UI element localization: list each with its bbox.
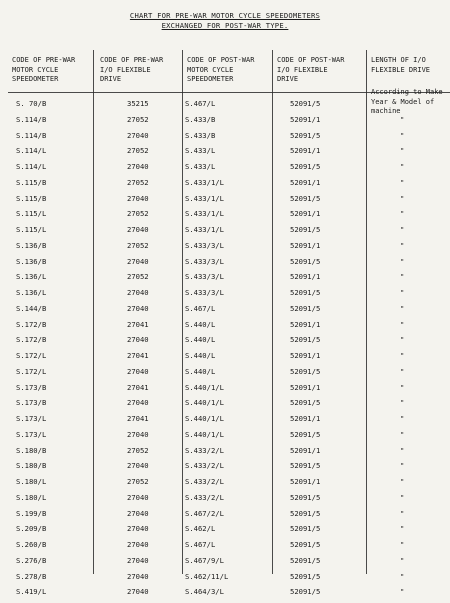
post-war-drive-cell: 52091/5 (290, 335, 321, 345)
pre-war-drive-cell: 27040 (127, 225, 149, 234)
pre-war-drive-cell: 35215 (127, 99, 149, 108)
post-war-drive-cell: 52091/5 (290, 508, 321, 518)
post-war-drive-cell: 52091/5 (290, 288, 321, 297)
post-war-speedometer-cell: S.433/1/L (185, 225, 224, 234)
pre-war-drive-cell: 27052 (127, 146, 149, 156)
pre-war-speedometer-cell: S.172/L (16, 366, 47, 376)
post-war-speedometer-cell: S.467/L (185, 99, 216, 108)
post-war-speedometer-cell: S.433/B (185, 114, 216, 124)
pre-war-drive-cell: 27041 (127, 319, 149, 329)
post-war-speedometer-cell: S.440/L (185, 351, 216, 360)
pre-war-drive-cell: 27040 (127, 130, 149, 140)
pre-war-drive-cell: 27040 (127, 193, 149, 203)
post-war-speedometer-cell: S.440/L (185, 335, 216, 345)
pre-war-speedometer-cell: S. 70/B (16, 99, 47, 108)
pre-war-speedometer-cell: S.180/L (16, 477, 47, 486)
pre-war-speedometer-cell: S.115/L (16, 209, 47, 219)
post-war-drive-cell: 52091/5 (290, 587, 321, 597)
drive-length-cell: " (400, 335, 405, 345)
pre-war-speedometer-cell: S.173/L (16, 429, 47, 439)
post-war-speedometer-cell: S.440/1/L (185, 382, 224, 392)
post-war-drive-cell: 52091/5 (290, 492, 321, 502)
pre-war-drive-cell: 27040 (127, 508, 149, 518)
pre-war-drive-cell: 27052 (127, 240, 149, 250)
post-war-drive-cell: 52091/5 (290, 398, 321, 408)
pre-war-drive-cell: 27041 (127, 351, 149, 360)
drive-length-cell: " (400, 256, 405, 266)
header-pre-war-speedometer: CODE OF PRE-WAR MOTOR CYCLE SPEEDOMETER (12, 56, 76, 83)
pre-war-drive-cell: 27041 (127, 414, 149, 423)
header-post-war-drive: CODE OF POST-WAR I/O FLEXIBLE DRIVE (277, 56, 345, 83)
drive-length-cell: " (400, 225, 405, 234)
post-war-drive-cell: 52091/1 (290, 445, 321, 455)
pre-war-drive-cell: 27052 (127, 114, 149, 124)
post-war-speedometer-cell: S.440/1/L (185, 414, 224, 423)
drive-length-cell: " (400, 288, 405, 297)
pre-war-speedometer-cell: S.260/B (16, 540, 47, 549)
pre-war-drive-cell: 27040 (127, 162, 149, 171)
drive-length-cell: " (400, 508, 405, 518)
post-war-drive-cell: 52091/5 (290, 303, 321, 313)
drive-length-cell: " (400, 319, 405, 329)
drive-length-cell: " (400, 429, 405, 439)
post-war-speedometer-cell: S.467/9/L (185, 555, 224, 565)
drive-length-cell: " (400, 445, 405, 455)
post-war-drive-cell: 52091/5 (290, 540, 321, 549)
pre-war-drive-cell: 27040 (127, 461, 149, 471)
pre-war-drive-cell: 27040 (127, 524, 149, 534)
pre-war-drive-cell: 27040 (127, 335, 149, 345)
pre-war-drive-cell: 27041 (127, 382, 149, 392)
pre-war-drive-cell: 27040 (127, 540, 149, 549)
pre-war-drive-cell: 27040 (127, 429, 149, 439)
post-war-speedometer-cell: S.462/L (185, 524, 216, 534)
post-war-drive-cell: 52091/1 (290, 272, 321, 282)
post-war-drive-cell: 52091/1 (290, 114, 321, 124)
speedometer-table (0, 50, 450, 597)
post-war-speedometer-cell: S.440/L (185, 366, 216, 376)
post-war-speedometer-cell: S.433/2/L (185, 477, 224, 486)
post-war-drive-cell: 52091/5 (290, 524, 321, 534)
post-war-speedometer-cell: S.433/2/L (185, 445, 224, 455)
chart-subtitle: EXCHANGED FOR POST-WAR TYPE. (161, 21, 289, 30)
post-war-drive-cell: 52091/5 (290, 429, 321, 439)
pre-war-speedometer-cell: S.172/B (16, 335, 47, 345)
post-war-drive-cell: 52091/5 (290, 130, 321, 140)
post-war-speedometer-cell: S.467/2/L (185, 508, 224, 518)
pre-war-speedometer-cell: S.115/B (16, 177, 47, 187)
pre-war-drive-cell: 27052 (127, 177, 149, 187)
post-war-speedometer-cell: S.467/L (185, 303, 216, 313)
drive-length-cell: " (400, 555, 405, 565)
post-war-drive-cell: 52091/1 (290, 240, 321, 250)
post-war-drive-cell: 52091/1 (290, 414, 321, 423)
drive-length-cell: " (400, 303, 405, 313)
post-war-speedometer-cell: S.433/1/L (185, 209, 224, 219)
pre-war-drive-cell: 27052 (127, 272, 149, 282)
drive-length-cell: " (400, 461, 405, 471)
pre-war-drive-cell: 27052 (127, 209, 149, 219)
drive-length-cell: " (400, 272, 405, 282)
post-war-drive-cell: 52091/5 (290, 193, 321, 203)
pre-war-drive-cell: 27040 (127, 555, 149, 565)
post-war-drive-cell: 52091/5 (290, 555, 321, 565)
drive-length-cell: " (400, 587, 405, 597)
post-war-drive-cell: 52091/5 (290, 256, 321, 266)
post-war-drive-cell: 52091/1 (290, 146, 321, 156)
post-war-speedometer-cell: S.433/3/L (185, 256, 224, 266)
pre-war-drive-cell: 27040 (127, 288, 149, 297)
drive-length-cell: " (400, 414, 405, 423)
pre-war-speedometer-cell: S.144/B (16, 303, 47, 313)
pre-war-speedometer-cell: S.136/B (16, 256, 47, 266)
post-war-speedometer-cell: S.433/B (185, 130, 216, 140)
table-row (0, 585, 450, 603)
pre-war-speedometer-cell: S.114/L (16, 162, 47, 171)
drive-length-cell: " (400, 524, 405, 534)
pre-war-speedometer-cell: S.136/B (16, 240, 47, 250)
drive-length-cell: " (400, 382, 405, 392)
post-war-drive-cell: 52091/1 (290, 351, 321, 360)
post-war-speedometer-cell: S.433/2/L (185, 492, 224, 502)
post-war-drive-cell: 52091/5 (290, 366, 321, 376)
post-war-drive-cell: 52091/5 (290, 162, 321, 171)
post-war-speedometer-cell: S.462/11/L (185, 571, 229, 581)
drive-length-cell: " (400, 146, 405, 156)
pre-war-speedometer-cell: S.180/L (16, 492, 47, 502)
pre-war-speedometer-cell: S.114/L (16, 146, 47, 156)
pre-war-speedometer-cell: S.173/L (16, 414, 47, 423)
post-war-speedometer-cell: S.440/1/L (185, 398, 224, 408)
pre-war-speedometer-cell: S.136/L (16, 288, 47, 297)
pre-war-speedometer-cell: S.115/L (16, 225, 47, 234)
post-war-speedometer-cell: S.440/1/L (185, 429, 224, 439)
post-war-drive-cell: 52091/1 (290, 319, 321, 329)
drive-length-cell: " (400, 477, 405, 486)
drive-length-cell: " (400, 114, 405, 124)
post-war-drive-cell: 52091/5 (290, 225, 321, 234)
pre-war-drive-cell: 27052 (127, 445, 149, 455)
pre-war-drive-cell: 27040 (127, 587, 149, 597)
drive-length-cell: " (400, 351, 405, 360)
pre-war-speedometer-cell: S.209/B (16, 524, 47, 534)
pre-war-speedometer-cell: S.276/B (16, 555, 47, 565)
post-war-speedometer-cell: S.464/3/L (185, 587, 224, 597)
pre-war-speedometer-cell: S.180/B (16, 461, 47, 471)
post-war-speedometer-cell: S.440/L (185, 319, 216, 329)
pre-war-drive-cell: 27040 (127, 492, 149, 502)
post-war-speedometer-cell: S.433/2/L (185, 461, 224, 471)
header-post-war-speedometer: CODE OF POST-WAR MOTOR CYCLE SPEEDOMETER (187, 56, 255, 83)
drive-length-cell: " (400, 209, 405, 219)
pre-war-drive-cell: 27040 (127, 366, 149, 376)
drive-length-cell: " (400, 193, 405, 203)
post-war-drive-cell: 52091/1 (290, 477, 321, 486)
pre-war-speedometer-cell: S.173/B (16, 382, 47, 392)
pre-war-speedometer-cell: S.115/B (16, 193, 47, 203)
post-war-speedometer-cell: S.433/3/L (185, 240, 224, 250)
pre-war-drive-cell: 27040 (127, 256, 149, 266)
drive-length-cell: " (400, 240, 405, 250)
drive-length-cell: " (400, 571, 405, 581)
pre-war-speedometer-cell: S.419/L (16, 587, 47, 597)
drive-length-cell: " (400, 130, 405, 140)
pre-war-speedometer-cell: S.180/B (16, 445, 47, 455)
post-war-speedometer-cell: S.433/3/L (185, 272, 224, 282)
header-drive-length: LENGTH OF I/O FLEXIBLE DRIVE (371, 56, 431, 74)
pre-war-drive-cell: 27040 (127, 303, 149, 313)
post-war-speedometer-cell: S.433/1/L (185, 177, 224, 187)
post-war-drive-cell: 52091/1 (290, 209, 321, 219)
pre-war-speedometer-cell: S.136/L (16, 272, 47, 282)
pre-war-speedometer-cell: S.278/B (16, 571, 47, 581)
post-war-speedometer-cell: S.433/1/L (185, 193, 224, 203)
post-war-drive-cell: 52091/5 (290, 571, 321, 581)
pre-war-speedometer-cell: S.114/B (16, 130, 47, 140)
pre-war-speedometer-cell: S.173/B (16, 398, 47, 408)
length-note: According to Make Year & Model of machine (371, 88, 443, 115)
post-war-drive-cell: 52091/5 (290, 461, 321, 471)
post-war-drive-cell: 52091/5 (290, 99, 321, 108)
post-war-speedometer-cell: S.467/L (185, 540, 216, 549)
pre-war-speedometer-cell: S.114/B (16, 114, 47, 124)
drive-length-cell: " (400, 177, 405, 187)
drive-length-cell: " (400, 162, 405, 171)
post-war-speedometer-cell: S.433/L (185, 146, 216, 156)
drive-length-cell: " (400, 366, 405, 376)
drive-length-cell: " (400, 540, 405, 549)
header-pre-war-drive: CODE OF PRE-WAR I/O FLEXIBLE DRIVE (100, 56, 164, 83)
pre-war-speedometer-cell: S.199/B (16, 508, 47, 518)
post-war-drive-cell: 52091/1 (290, 177, 321, 187)
pre-war-drive-cell: 27052 (127, 477, 149, 486)
pre-war-speedometer-cell: S.172/B (16, 319, 47, 329)
post-war-speedometer-cell: S.433/3/L (185, 288, 224, 297)
post-war-drive-cell: 52091/1 (290, 382, 321, 392)
pre-war-speedometer-cell: S.172/L (16, 351, 47, 360)
pre-war-drive-cell: 27040 (127, 571, 149, 581)
post-war-speedometer-cell: S.433/L (185, 162, 216, 171)
drive-length-cell: " (400, 398, 405, 408)
pre-war-drive-cell: 27040 (127, 398, 149, 408)
chart-title: CHART FOR PRE-WAR MOTOR CYCLE SPEEDOMETERS (129, 11, 321, 20)
drive-length-cell: " (400, 492, 405, 502)
